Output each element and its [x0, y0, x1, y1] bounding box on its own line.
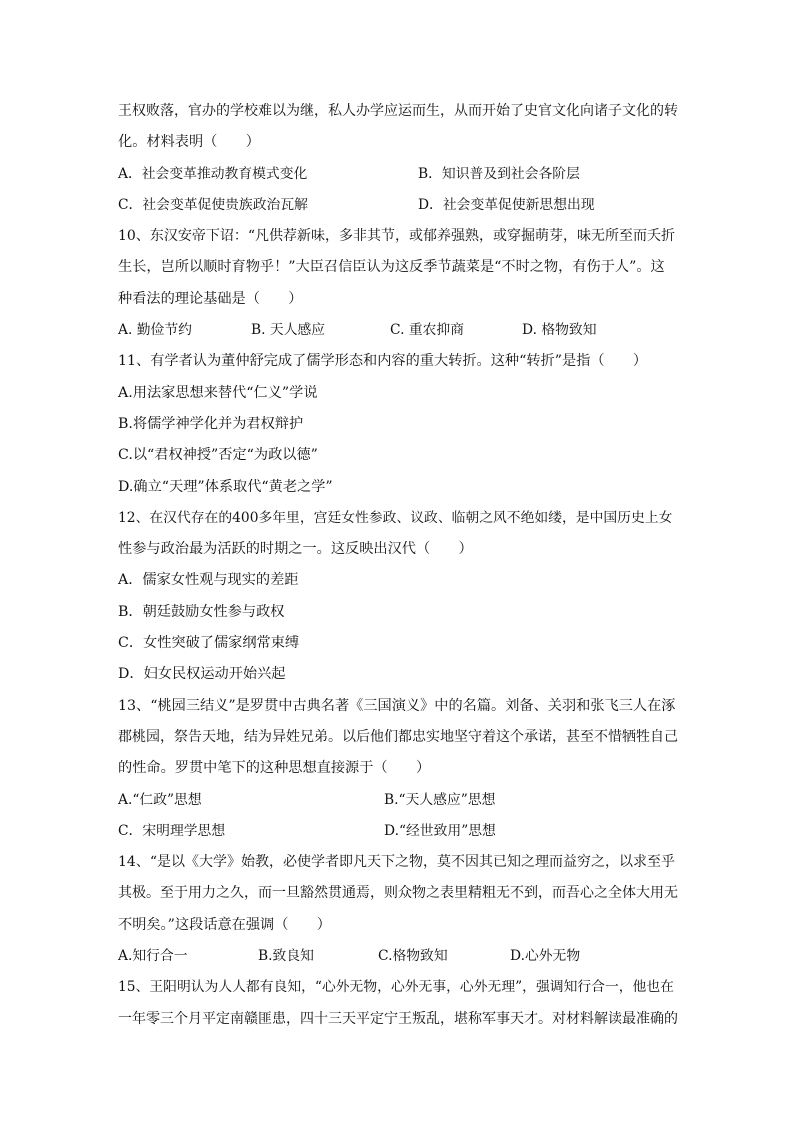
option-a: A.知行合一: [118, 948, 188, 965]
question-text-line: 不明矣。”这段话意在强调（ ）: [118, 916, 331, 933]
question-text-line: 生长，岂所以顺时育物乎！”大臣召信臣认为这反季节蔬菜是“不时之物，有伤于人”。这: [118, 259, 665, 276]
option-b: B．朝廷鼓励女性参与政权: [118, 603, 285, 620]
question-text-line: 13、“桃园三结义”是罗贯中古典名著《三国演义》中的名篇。刘备、关羽和张飞三人在涿: [118, 697, 676, 714]
option-c: C．女性突破了儒家纲常束缚: [118, 635, 300, 652]
option-b: B.将儒学神学化并为君权辩护: [118, 415, 304, 432]
option-a: A．社会变革推动教育模式变化: [118, 165, 308, 182]
question-9-continued: [118, 96, 678, 221]
option-b: B.致良知: [258, 948, 314, 965]
option-row: [118, 785, 678, 816]
option-row: [118, 315, 678, 346]
question-10: [118, 221, 678, 346]
option-b: B．知识普及到社会各阶层: [418, 165, 580, 182]
option-d: D．社会变革促使新思想出现: [418, 196, 595, 213]
question-text-line: 12、在汉代存在的400多年里，宫廷女性参政、议政、临朝之风不绝如缕，是中国历史上女: [118, 509, 673, 526]
question-text-line: 11、有学者认为董仲舒完成了儒学形态和内容的重大转折。这种“转折”是指（ ）: [118, 353, 648, 370]
question-text-line: 10、东汉安帝下诏：“凡供荐新味，多非其节，或郁养强熟，或穿掘萌芽，味无所至而夭折: [118, 228, 675, 245]
question-text-line: 王权败落，官办的学校难以为继，私人办学应运而生，从而开始了史官文化向诸子文化的转: [118, 103, 678, 119]
option-b: B.“天人感应”思想: [384, 791, 496, 808]
option-d: D. 格物致知: [522, 322, 597, 339]
question-text-line: 14、“是以《大学》始教，必使学者即凡天下之物，莫不因其已知之理而益穷之，以求至乎: [118, 854, 675, 871]
question-text-line: 的性命。罗贯中笔下的这种思想直接源于（ ）: [118, 760, 431, 777]
option-d: D.心外无物: [510, 948, 581, 965]
option-c: C.格物致知: [378, 948, 448, 965]
option-b: B. 天人感应: [251, 322, 326, 339]
option-c: C．宋明理学思想: [118, 822, 226, 839]
question-14: [118, 847, 678, 972]
option-row: [118, 941, 678, 972]
option-c: C.以“君权神授”否定“为政以德”: [118, 447, 318, 464]
option-a: A．儒家女性观与现实的差距: [118, 572, 299, 589]
question-text-line: 其极。至于用力之久，而一旦豁然贯通焉，则众物之表里精粗无不到，而吾心之全体大用无: [118, 885, 678, 902]
option-d: D.“经世致用”思想: [384, 822, 496, 839]
option-c: C. 重农抑商: [390, 322, 465, 339]
option-row: [118, 816, 678, 847]
question-text-line: 一年零三个月平定南赣匪患，四十三天平定宁王叛乱，堪称军事天才。对材料解读最准确的: [118, 1010, 678, 1027]
option-a: A.“仁政”思想: [118, 791, 202, 808]
question-text-line: 化。材料表明（ ）: [118, 134, 260, 151]
exam-page: [118, 96, 678, 1035]
option-row: [118, 190, 678, 221]
option-row: [118, 159, 678, 190]
option-d: D．妇女民权运动开始兴起: [118, 666, 286, 683]
option-d: D.确立“天理”体系取代“黄老之学”: [118, 478, 333, 495]
question-text-line: 郡桃园，祭告天地，结为异姓兄弟。以后他们都忠实地坚守着这个承诺，甚至不惜牺牲自己: [118, 728, 678, 745]
question-13: [118, 691, 678, 847]
question-11: [118, 346, 678, 502]
question-text-line: 15、王阳明认为人人都有良知，“心外无物，心外无事，心外无理”，强调知行合一，他也在: [118, 979, 674, 996]
question-text-line: 性参与政治最为活跃的时期之一。这反映出汉代（ ）: [118, 541, 473, 558]
option-c: C．社会变革促使贵族政治瓦解: [118, 196, 308, 213]
option-a: A.用法家思想来替代“仁义”学说: [118, 384, 318, 401]
question-12: [118, 503, 678, 691]
option-a: A. 勤俭节约: [118, 322, 192, 339]
question-text-line: 种看法的理论基础是（ ）: [118, 290, 303, 307]
question-15: [118, 972, 678, 1035]
